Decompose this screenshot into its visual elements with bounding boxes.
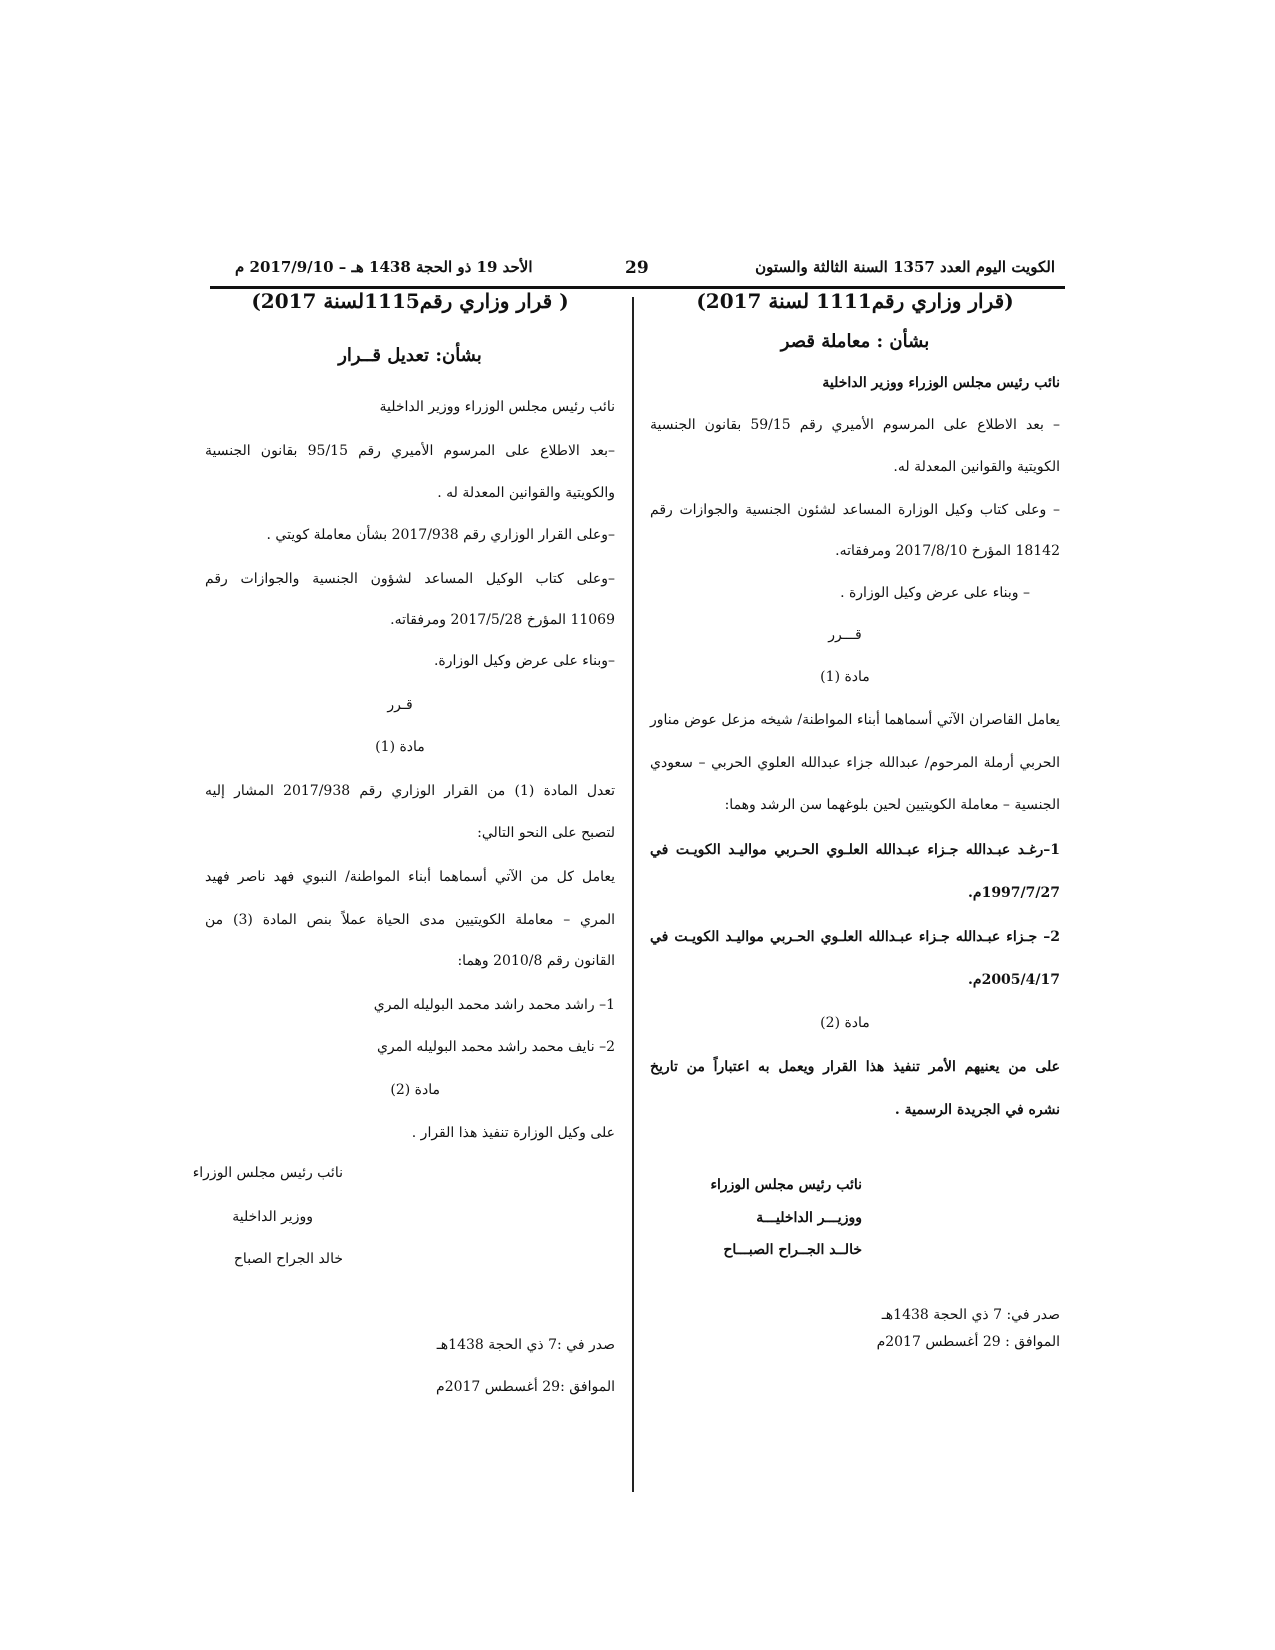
preamble-line: – وبناء على عرض وكيل الوزارة .: [840, 585, 1030, 601]
issued-date: الموافق :29 أغسطس 2017م: [436, 1379, 615, 1395]
preamble-line: –بعد الاطلاع على المرسوم الأميري رقم 95/15 بقانون الجنسية: [205, 443, 615, 459]
header-issue-info: الكويت اليوم العدد 1357 السنة الثالثة والستون: [755, 258, 1055, 276]
page-header: [205, 258, 1055, 284]
header-date: الأحد 19 ذو الحجة 1438 هـ – 2017/9/10 م: [235, 258, 533, 276]
article-line: 1997/7/27م.: [968, 885, 1060, 901]
preamble-line: –وعلى القرار الوزاري رقم 2017/938 بشأن معاملة كويتي .: [266, 527, 615, 543]
decided-label: قـرر: [387, 697, 413, 713]
preamble-line: – وعلى كتاب وكيل الوزارة المساعد لشئون الجنسية والجوازات رقم: [650, 502, 1060, 518]
article-line: 2005/4/17م.: [968, 972, 1060, 988]
article-line: تعدل المادة (1) من القرار الوزاري رقم 2017/938 المشار إليه: [205, 783, 615, 799]
article-line: على وكيل الوزارة تنفيذ هذا القرار .: [411, 1125, 615, 1141]
preamble-line: –وعلى كتاب الوكيل المساعد لشؤون الجنسية والجوازات رقم: [205, 571, 615, 587]
decision-1115: [192, 289, 615, 1495]
preamble-line: – بعد الاطلاع على المرسوم الأميري رقم 59/15 بقانون الجنسية: [650, 417, 1060, 433]
article-line: الجنسية – معاملة الكويتيين لحين بلوغهما سن الرشد وهما:: [724, 797, 1060, 813]
signature-name: خالــد الجــراح الصبـــاح: [723, 1242, 862, 1258]
preamble-line: 11069 المؤرخ 2017/5/28 ومرفقاته.: [390, 612, 615, 628]
signature-title: ووزير الداخلية: [232, 1209, 313, 1225]
signature-title: نائب رئيس مجلس الوزراء: [192, 1165, 343, 1181]
article-line: المري – معاملة الكويتيين مدى الحياة عملاً بنص المادة (3) من: [205, 912, 615, 928]
preamble-line: الكويتية والقوانين المعدلة له.: [893, 459, 1060, 475]
article-line: لتصبح على النحو التالي:: [477, 825, 615, 841]
signature-title: نائب رئيس مجلس الوزراء: [710, 1177, 862, 1193]
decision-title: ( قرار وزاري رقم1115لسنة 2017): [251, 289, 569, 313]
article-line: 1– راشد محمد راشد محمد البوليله المري: [373, 997, 615, 1013]
article-line: القانون رقم 2010/8 وهما:: [457, 953, 615, 969]
preamble-line: 18142 المؤرخ 2017/8/10 ومرفقاته.: [835, 543, 1060, 559]
column-divider: [632, 297, 634, 1492]
article-line: الحربي أرملة المرحوم/ عبدالله جزاء عبدالله العلوي الحربي – سعودي: [650, 755, 1060, 771]
preamble-line: –وبناء على عرض وكيل الوزارة.: [433, 653, 615, 669]
article-line: نشره في الجريدة الرسمية .: [894, 1102, 1060, 1118]
signature-name: خالد الجراح الصباح: [233, 1251, 343, 1267]
issued-date: صدر في :7 ذي الحجة 1438هـ: [436, 1337, 615, 1353]
page-number: 29: [625, 258, 649, 278]
decision-1111: [650, 289, 1060, 1395]
decision-subject: بشأن: تعديل قــرار: [338, 345, 482, 366]
article-line: على من يعنيهم الأمر تنفيذ هذا القرار ويعمل به اعتباراً من تاريخ: [650, 1059, 1060, 1075]
signature-title: ووزيـــر الداخليـــة: [756, 1210, 862, 1226]
article-line: 2– جـزاء عبـدالله جـزاء عبـدالله العلـوي الحـربي مواليـد الكويـت في: [650, 929, 1060, 945]
article-2-title: مادة (2): [390, 1082, 440, 1098]
article-1-title: مادة (1): [820, 669, 870, 685]
issuer-line: نائب رئيس مجلس الوزراء ووزير الداخلية: [379, 399, 615, 415]
decided-label: قـــرر: [828, 627, 862, 643]
issued-date: صدر في: 7 ذي الحجة 1438هـ: [881, 1307, 1060, 1323]
issued-date: الموافق : 29 أغسطس 2017م: [876, 1334, 1060, 1350]
issuer-line: نائب رئيس مجلس الوزراء ووزير الداخلية: [822, 375, 1060, 391]
article-line: يعامل كل من الآتي أسماهما أبناء المواطنة/ النبوي فهد ناصر فهيد: [205, 869, 615, 885]
decision-subject: بشأن : معاملة قصر: [780, 331, 930, 352]
decision-title: (قرار وزاري رقم1111 لسنة 2017): [696, 289, 1014, 313]
article-2-title: مادة (2): [820, 1015, 870, 1031]
article-1-title: مادة (1): [375, 739, 425, 755]
article-line: يعامل القاصران الآتي أسماهما أبناء المواطنة/ شيخه مزعل عوض مناور: [650, 712, 1060, 728]
article-line: 1–رغـد عبـدالله جـزاء عبـدالله العلـوي الحـربي مواليـد الكويـت في: [650, 842, 1060, 858]
preamble-line: والكويتية والقوانين المعدلة له .: [437, 485, 615, 501]
article-line: 2– نايف محمد راشد محمد البوليله المري: [376, 1039, 615, 1055]
